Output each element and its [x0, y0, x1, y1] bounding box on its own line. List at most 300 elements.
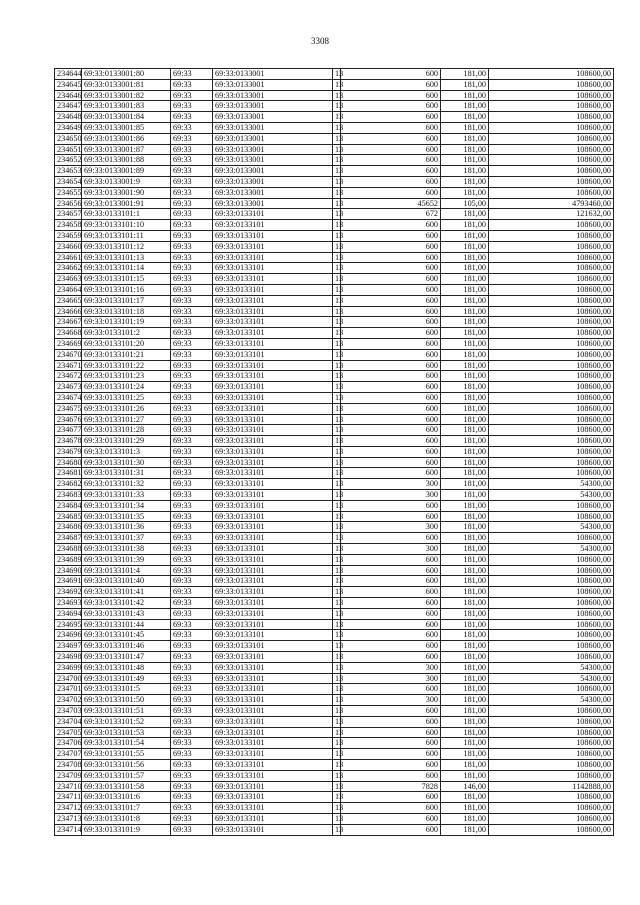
district-code-cell: 69:33 [171, 673, 213, 684]
category-cell: 13 [333, 457, 341, 468]
table-row [55, 630, 614, 641]
district-code-cell: 69:33 [171, 500, 213, 511]
cadastral-number-cell: 69:33:0133101:57 [82, 770, 171, 781]
row-number-cell: 234652 [55, 155, 82, 166]
specific-value-cell: 181,00 [441, 813, 489, 824]
table-row [55, 673, 614, 684]
row-number-cell: 234683 [55, 490, 82, 501]
cadastral-block-cell: 69:33:0133101 [213, 457, 333, 468]
cadastral-number-cell: 69:33:0133101:41 [82, 587, 171, 598]
row-number-cell: 234686 [55, 522, 82, 533]
cadastral-value-cell: 108600,00 [489, 166, 614, 177]
area-cell: 600 [341, 630, 441, 641]
area-cell: 300 [341, 673, 441, 684]
cadastral-block-cell: 69:33:0133101 [213, 490, 333, 501]
specific-value-cell: 181,00 [441, 673, 489, 684]
area-cell: 600 [341, 684, 441, 695]
category-cell: 13 [333, 576, 341, 587]
row-number-cell: 234677 [55, 425, 82, 436]
specific-value-cell: 181,00 [441, 706, 489, 717]
cadastral-block-cell: 69:33:0133001 [213, 79, 333, 90]
area-cell: 600 [341, 306, 441, 317]
cadastral-value-cell: 1142888,00 [489, 781, 614, 792]
row-number-cell: 234693 [55, 598, 82, 609]
specific-value-cell: 181,00 [441, 662, 489, 673]
row-number-cell: 234707 [55, 749, 82, 760]
district-code-cell: 69:33 [171, 69, 213, 80]
cadastral-block-cell: 69:33:0133101 [213, 209, 333, 220]
specific-value-cell: 181,00 [441, 284, 489, 295]
area-cell: 600 [341, 241, 441, 252]
table-row [55, 101, 614, 112]
row-number-cell: 234667 [55, 317, 82, 328]
district-code-cell: 69:33 [171, 587, 213, 598]
cadastral-value-cell: 108600,00 [489, 813, 614, 824]
district-code-cell: 69:33 [171, 608, 213, 619]
cadastral-block-cell: 69:33:0133101 [213, 382, 333, 393]
district-code-cell: 69:33 [171, 770, 213, 781]
category-cell: 13 [333, 425, 341, 436]
table-row [55, 414, 614, 425]
cadastral-value-cell: 108600,00 [489, 187, 614, 198]
table-row [55, 576, 614, 587]
row-number-cell: 234653 [55, 166, 82, 177]
category-cell: 13 [333, 587, 341, 598]
cadastral-number-cell: 69:33:0133101:53 [82, 727, 171, 738]
cadastral-block-cell: 69:33:0133001 [213, 69, 333, 80]
cadastral-block-cell: 69:33:0133101 [213, 533, 333, 544]
area-cell: 672 [341, 209, 441, 220]
cadastral-number-cell: 69:33:0133101:49 [82, 673, 171, 684]
cadastral-block-cell: 69:33:0133101 [213, 436, 333, 447]
row-number-cell: 234650 [55, 133, 82, 144]
row-number-cell: 234668 [55, 328, 82, 339]
page-number: 3308 [311, 36, 329, 46]
cadastral-number-cell: 69:33:0133101:55 [82, 749, 171, 760]
row-number-cell: 234663 [55, 274, 82, 285]
category-cell: 13 [333, 306, 341, 317]
cadastral-value-cell: 108600,00 [489, 425, 614, 436]
area-cell: 600 [341, 813, 441, 824]
area-cell: 600 [341, 706, 441, 717]
cadastral-block-cell: 69:33:0133101 [213, 349, 333, 360]
cadastral-number-cell: 69:33:0133001:90 [82, 187, 171, 198]
cadastral-block-cell: 69:33:0133101 [213, 662, 333, 673]
cadastral-value-cell: 108600,00 [489, 112, 614, 123]
row-number-cell: 234674 [55, 392, 82, 403]
cadastral-value-cell: 108600,00 [489, 284, 614, 295]
cadastral-block-cell: 69:33:0133101 [213, 824, 333, 835]
table-row [55, 544, 614, 555]
table-row [55, 813, 614, 824]
specific-value-cell: 181,00 [441, 619, 489, 630]
cadastral-value-cell: 108600,00 [489, 738, 614, 749]
cadastral-value-cell: 108600,00 [489, 641, 614, 652]
area-cell: 300 [341, 695, 441, 706]
table-row [55, 533, 614, 544]
category-cell: 13 [333, 414, 341, 425]
cadastral-number-cell: 69:33:0133101:14 [82, 263, 171, 274]
cadastral-value-cell: 108600,00 [489, 630, 614, 641]
specific-value-cell: 181,00 [441, 101, 489, 112]
row-number-cell: 234644 [55, 69, 82, 80]
row-number-cell: 234706 [55, 738, 82, 749]
cadastral-number-cell: 69:33:0133001:81 [82, 79, 171, 90]
area-cell: 600 [341, 770, 441, 781]
cadastral-block-cell: 69:33:0133101 [213, 338, 333, 349]
area-cell: 600 [341, 414, 441, 425]
district-code-cell: 69:33 [171, 781, 213, 792]
row-number-cell: 234682 [55, 479, 82, 490]
table-body [55, 69, 614, 836]
district-code-cell: 69:33 [171, 263, 213, 274]
area-cell: 600 [341, 598, 441, 609]
area-cell: 600 [341, 90, 441, 101]
area-cell: 600 [341, 112, 441, 123]
area-cell: 600 [341, 274, 441, 285]
cadastral-value-cell: 54300,00 [489, 479, 614, 490]
category-cell: 13 [333, 349, 341, 360]
cadastral-value-cell: 108600,00 [489, 382, 614, 393]
category-cell: 13 [333, 813, 341, 824]
row-number-cell: 234679 [55, 446, 82, 457]
area-cell: 600 [341, 176, 441, 187]
district-code-cell: 69:33 [171, 824, 213, 835]
cadastral-value-cell: 108600,00 [489, 824, 614, 835]
table-row [55, 382, 614, 393]
row-number-cell: 234714 [55, 824, 82, 835]
specific-value-cell: 181,00 [441, 317, 489, 328]
cadastral-value-cell: 108600,00 [489, 436, 614, 447]
district-code-cell: 69:33 [171, 328, 213, 339]
row-number-cell: 234692 [55, 587, 82, 598]
row-number-cell: 234700 [55, 673, 82, 684]
cadastral-block-cell: 69:33:0133001 [213, 112, 333, 123]
table-row [55, 371, 614, 382]
category-cell: 13 [333, 79, 341, 90]
table-row [55, 684, 614, 695]
category-cell: 13 [333, 619, 341, 630]
cadastral-block-cell: 69:33:0133001 [213, 187, 333, 198]
specific-value-cell: 181,00 [441, 382, 489, 393]
cadastral-value-cell: 108600,00 [489, 803, 614, 814]
area-cell: 300 [341, 479, 441, 490]
cadastral-number-cell: 69:33:0133101:24 [82, 382, 171, 393]
cadastral-value-cell: 108600,00 [489, 760, 614, 771]
row-number-cell: 234688 [55, 544, 82, 555]
category-cell: 13 [333, 803, 341, 814]
specific-value-cell: 181,00 [441, 155, 489, 166]
row-number-cell: 234672 [55, 371, 82, 382]
cadastral-number-cell: 69:33:0133101:26 [82, 403, 171, 414]
cadastral-number-cell: 69:33:0133101:50 [82, 695, 171, 706]
cadastral-value-cell: 108600,00 [489, 241, 614, 252]
cadastral-number-cell: 69:33:0133101:44 [82, 619, 171, 630]
area-cell: 600 [341, 500, 441, 511]
cadastral-number-cell: 69:33:0133101:5 [82, 684, 171, 695]
table-row [55, 220, 614, 231]
cadastral-value-cell: 108600,00 [489, 684, 614, 695]
specific-value-cell: 181,00 [441, 803, 489, 814]
area-cell: 300 [341, 522, 441, 533]
cadastral-block-cell: 69:33:0133001 [213, 101, 333, 112]
cadastral-block-cell: 69:33:0133101 [213, 652, 333, 663]
area-cell: 600 [341, 349, 441, 360]
row-number-cell: 234660 [55, 241, 82, 252]
specific-value-cell: 181,00 [441, 263, 489, 274]
category-cell: 13 [333, 544, 341, 555]
district-code-cell: 69:33 [171, 79, 213, 90]
category-cell: 13 [333, 284, 341, 295]
table-row [55, 781, 614, 792]
row-number-cell: 234645 [55, 79, 82, 90]
cadastral-block-cell: 69:33:0133101 [213, 813, 333, 824]
cadastral-number-cell: 69:33:0133101:11 [82, 230, 171, 241]
category-cell: 13 [333, 403, 341, 414]
cadastral-block-cell: 69:33:0133101 [213, 371, 333, 382]
cadastral-number-cell: 69:33:0133101:46 [82, 641, 171, 652]
row-number-cell: 234689 [55, 554, 82, 565]
row-number-cell: 234673 [55, 382, 82, 393]
table-row [55, 706, 614, 717]
specific-value-cell: 181,00 [441, 576, 489, 587]
category-cell: 13 [333, 738, 341, 749]
category-cell: 13 [333, 166, 341, 177]
cadastral-number-cell: 69:33:0133101:39 [82, 554, 171, 565]
cadastral-number-cell: 69:33:0133101:16 [82, 284, 171, 295]
cadastral-number-cell: 69:33:0133101:20 [82, 338, 171, 349]
area-cell: 600 [341, 166, 441, 177]
row-number-cell: 234697 [55, 641, 82, 652]
row-number-cell: 234684 [55, 500, 82, 511]
specific-value-cell: 181,00 [441, 230, 489, 241]
cadastral-block-cell: 69:33:0133101 [213, 230, 333, 241]
table-row [55, 716, 614, 727]
category-cell: 13 [333, 598, 341, 609]
category-cell: 13 [333, 641, 341, 652]
cadastral-number-cell: 69:33:0133101:37 [82, 533, 171, 544]
row-number-cell: 234662 [55, 263, 82, 274]
table-row [55, 824, 614, 835]
row-number-cell: 234711 [55, 792, 82, 803]
cadastral-number-cell: 69:33:0133101:28 [82, 425, 171, 436]
cadastral-block-cell: 69:33:0133101 [213, 792, 333, 803]
cadastral-value-cell: 54300,00 [489, 544, 614, 555]
category-cell: 13 [333, 187, 341, 198]
area-cell: 600 [341, 749, 441, 760]
specific-value-cell: 181,00 [441, 295, 489, 306]
row-number-cell: 234654 [55, 176, 82, 187]
cadastral-number-cell: 69:33:0133001:89 [82, 166, 171, 177]
specific-value-cell: 181,00 [441, 220, 489, 231]
area-cell: 600 [341, 554, 441, 565]
category-cell: 13 [333, 133, 341, 144]
cadastral-block-cell: 69:33:0133101 [213, 738, 333, 749]
table-row [55, 598, 614, 609]
category-cell: 13 [333, 652, 341, 663]
cadastral-number-cell: 69:33:0133101:7 [82, 803, 171, 814]
specific-value-cell: 181,00 [441, 133, 489, 144]
cadastral-value-cell: 108600,00 [489, 511, 614, 522]
row-number-cell: 234695 [55, 619, 82, 630]
specific-value-cell: 181,00 [441, 241, 489, 252]
area-cell: 600 [341, 187, 441, 198]
area-cell: 300 [341, 490, 441, 501]
specific-value-cell: 181,00 [441, 824, 489, 835]
specific-value-cell: 181,00 [441, 274, 489, 285]
table-row [55, 317, 614, 328]
category-cell: 13 [333, 101, 341, 112]
row-number-cell: 234676 [55, 414, 82, 425]
table-row [55, 500, 614, 511]
cadastral-number-cell: 69:33:0133101:29 [82, 436, 171, 447]
cadastral-number-cell: 69:33:0133001:83 [82, 101, 171, 112]
area-cell: 600 [341, 252, 441, 263]
category-cell: 13 [333, 446, 341, 457]
area-cell: 600 [341, 436, 441, 447]
cadastral-block-cell: 69:33:0133101 [213, 252, 333, 263]
category-cell: 13 [333, 69, 341, 80]
table-row [55, 749, 614, 760]
row-number-cell: 234648 [55, 112, 82, 123]
specific-value-cell: 181,00 [441, 349, 489, 360]
table-row [55, 144, 614, 155]
cadastral-block-cell: 69:33:0133101 [213, 587, 333, 598]
row-number-cell: 234703 [55, 706, 82, 717]
district-code-cell: 69:33 [171, 360, 213, 371]
cadastral-number-cell: 69:33:0133101:19 [82, 317, 171, 328]
specific-value-cell: 181,00 [441, 187, 489, 198]
category-cell: 13 [333, 781, 341, 792]
specific-value-cell: 181,00 [441, 166, 489, 177]
cadastral-value-cell: 108600,00 [489, 468, 614, 479]
cadastral-block-cell: 69:33:0133001 [213, 133, 333, 144]
table-row [55, 349, 614, 360]
row-number-cell: 234691 [55, 576, 82, 587]
cadastral-value-cell: 121632,00 [489, 209, 614, 220]
district-code-cell: 69:33 [171, 187, 213, 198]
specific-value-cell: 181,00 [441, 490, 489, 501]
row-number-cell: 234690 [55, 565, 82, 576]
district-code-cell: 69:33 [171, 792, 213, 803]
row-number-cell: 234702 [55, 695, 82, 706]
district-code-cell: 69:33 [171, 511, 213, 522]
cadastral-value-cell: 108600,00 [489, 749, 614, 760]
district-code-cell: 69:33 [171, 468, 213, 479]
cadastral-block-cell: 69:33:0133101 [213, 306, 333, 317]
table-row [55, 166, 614, 177]
cadastral-number-cell: 69:33:0133001:84 [82, 112, 171, 123]
district-code-cell: 69:33 [171, 565, 213, 576]
category-cell: 13 [333, 371, 341, 382]
row-number-cell: 234705 [55, 727, 82, 738]
cadastral-value-cell: 108600,00 [489, 500, 614, 511]
cadastral-value-cell: 108600,00 [489, 403, 614, 414]
district-code-cell: 69:33 [171, 403, 213, 414]
area-cell: 600 [341, 69, 441, 80]
specific-value-cell: 181,00 [441, 738, 489, 749]
specific-value-cell: 181,00 [441, 695, 489, 706]
cadastral-value-cell: 108600,00 [489, 792, 614, 803]
category-cell: 13 [333, 673, 341, 684]
category-cell: 13 [333, 155, 341, 166]
table-row [55, 392, 614, 403]
specific-value-cell: 181,00 [441, 630, 489, 641]
category-cell: 13 [333, 263, 341, 274]
category-cell: 13 [333, 209, 341, 220]
cadastral-block-cell: 69:33:0133101 [213, 695, 333, 706]
table-row [55, 565, 614, 576]
cadastral-value-table [54, 68, 614, 836]
category-cell: 13 [333, 490, 341, 501]
table-row [55, 554, 614, 565]
category-cell: 13 [333, 662, 341, 673]
specific-value-cell: 181,00 [441, 533, 489, 544]
category-cell: 13 [333, 274, 341, 285]
table-row [55, 252, 614, 263]
district-code-cell: 69:33 [171, 641, 213, 652]
category-cell: 13 [333, 511, 341, 522]
cadastral-value-cell: 108600,00 [489, 133, 614, 144]
cadastral-value-cell: 108600,00 [489, 69, 614, 80]
cadastral-number-cell: 69:33:0133001:80 [82, 69, 171, 80]
district-code-cell: 69:33 [171, 371, 213, 382]
district-code-cell: 69:33 [171, 252, 213, 263]
specific-value-cell: 181,00 [441, 500, 489, 511]
cadastral-value-cell: 108600,00 [489, 263, 614, 274]
cadastral-block-cell: 69:33:0133001 [213, 122, 333, 133]
cadastral-number-cell: 69:33:0133101:17 [82, 295, 171, 306]
category-cell: 13 [333, 554, 341, 565]
cadastral-block-cell: 69:33:0133101 [213, 500, 333, 511]
cadastral-block-cell: 69:33:0133101 [213, 727, 333, 738]
category-cell: 13 [333, 770, 341, 781]
area-cell: 600 [341, 760, 441, 771]
cadastral-value-cell: 108600,00 [489, 608, 614, 619]
table-row [55, 122, 614, 133]
cadastral-block-cell: 69:33:0133101 [213, 608, 333, 619]
table-row [55, 436, 614, 447]
cadastral-value-cell: 108600,00 [489, 706, 614, 717]
area-cell: 600 [341, 446, 441, 457]
cadastral-number-cell: 69:33:0133101:13 [82, 252, 171, 263]
cadastral-number-cell: 69:33:0133101:27 [82, 414, 171, 425]
cadastral-value-cell: 54300,00 [489, 695, 614, 706]
district-code-cell: 69:33 [171, 155, 213, 166]
row-number-cell: 234646 [55, 90, 82, 101]
area-cell: 600 [341, 792, 441, 803]
area-cell: 600 [341, 619, 441, 630]
cadastral-number-cell: 69:33:0133101:18 [82, 306, 171, 317]
row-number-cell: 234696 [55, 630, 82, 641]
specific-value-cell: 181,00 [441, 371, 489, 382]
table-row [55, 446, 614, 457]
table-row [55, 695, 614, 706]
row-number-cell: 234710 [55, 781, 82, 792]
table-row [55, 198, 614, 209]
category-cell: 13 [333, 684, 341, 695]
area-cell: 600 [341, 727, 441, 738]
area-cell: 600 [341, 382, 441, 393]
specific-value-cell: 181,00 [441, 727, 489, 738]
specific-value-cell: 181,00 [441, 446, 489, 457]
table-row [55, 792, 614, 803]
cadastral-number-cell: 69:33:0133001:86 [82, 133, 171, 144]
specific-value-cell: 181,00 [441, 608, 489, 619]
district-code-cell: 69:33 [171, 176, 213, 187]
area-cell: 7828 [341, 781, 441, 792]
row-number-cell: 234675 [55, 403, 82, 414]
